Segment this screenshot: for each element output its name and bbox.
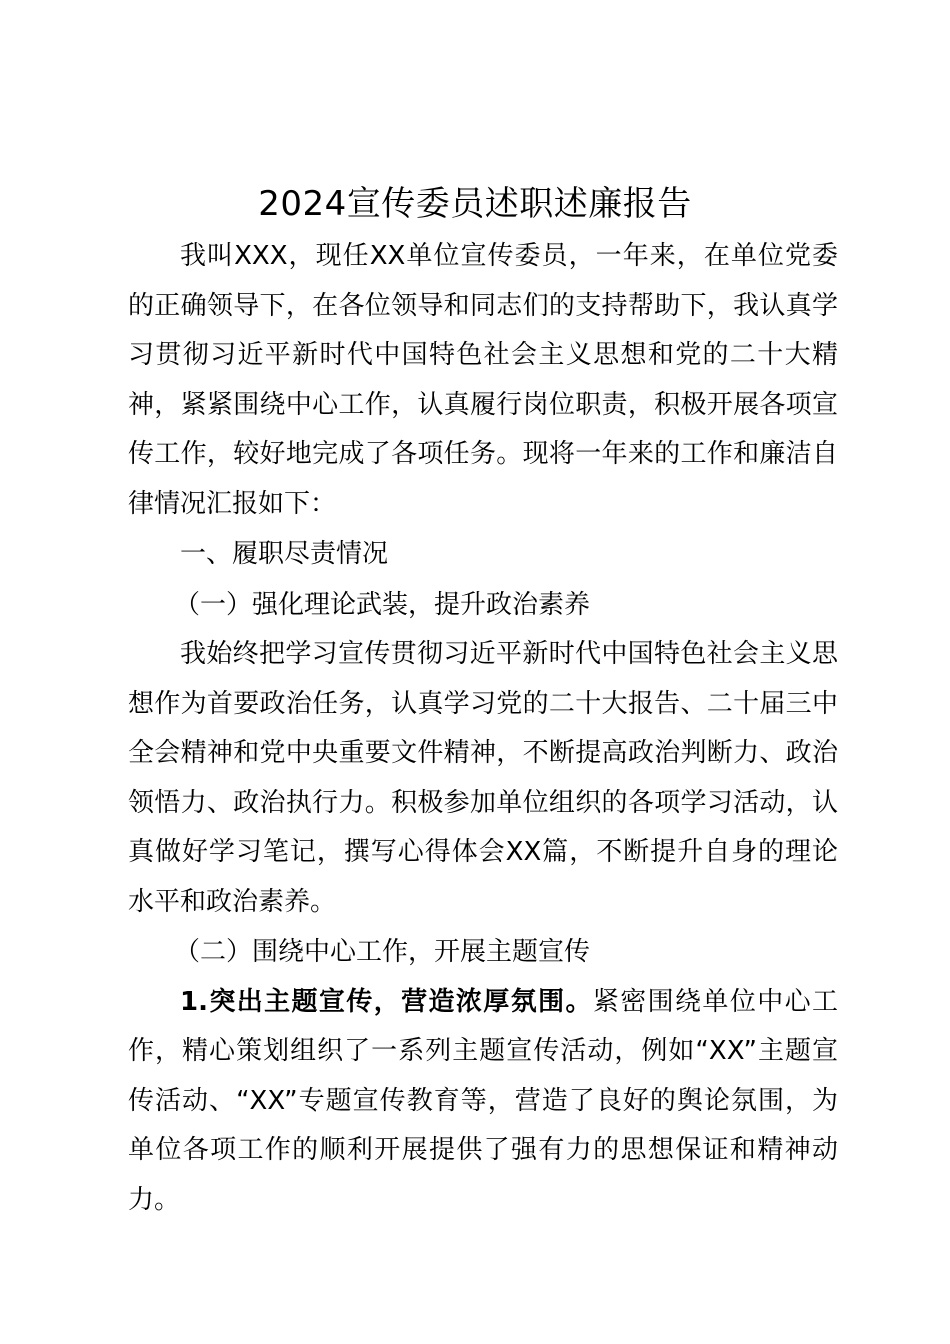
document-title: 2024宣传委员述职述廉报告 [258,184,692,224]
item-lead-text: 1.突出主题宣传，营造浓厚氛围。 [180,986,593,1017]
document-body [128,232,838,1225]
intro-paragraph: 我叫XXX，现任XX单位宣传委员，一年来，在单位党委的正确领导下，在各位领导和同志们的支持帮助下，我认真学习贯彻习近平新时代中国特色社会主义思想和党的二十大精神，紧紧围绕中心工作，认真履行岗位职责，积极开展各项宣传工作，较好地完成了各项任务。现将一年来的工作和廉洁自律情况汇报如下： [128,241,838,519]
item-paragraph-1 [128,978,838,1226]
subsection-paragraph-1: 我始终把学习宣传贯彻习近平新时代中国特色社会主义思想作为首要政治任务，认真学习党的二十大报告、二十届三中全会精神和党中央重要文件精神，不断提高政治判断力、政治领悟力、政治执行力。积极参加单位组织的各项学习活动，认真做好学习笔记，撰写心得体会XX篇，不断提升自身的理论水平和政治素养。 [128,639,838,917]
subsection-heading-2: （二）围绕中心工作，开展主题宣传 [174,937,591,967]
section-heading: 一、履职尽责情况 [180,539,389,569]
item-body-text: 紧密围绕单位中心工作，精心策划组织了一系列主题宣传活动，例如“XX”主题宣传活动、“XX”专题宣传教育等，营造了良好的舆论氛围，为单位各项工作的顺利开展提供了强有力的思想保证和精神动力。 [128,986,838,1215]
subsection-heading-1: （一）强化理论武装，提升政治素养 [174,589,591,620]
